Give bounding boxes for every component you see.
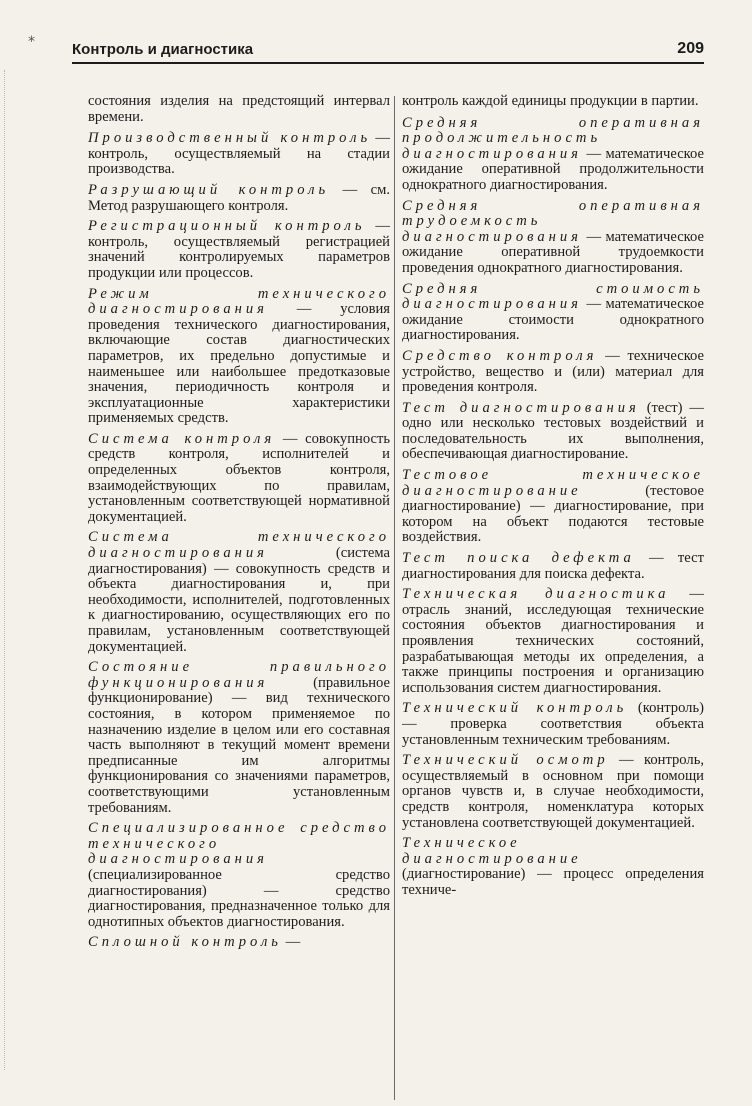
glossary-definition: (контроль) — проверка соответствия объекта установленным техническим требованиям. [402, 700, 704, 748]
glossary-term: Тест поиска дефекта [402, 550, 635, 567]
glossary-definition: — математическое ожидание стоимости однократного диагностирования. [402, 296, 704, 344]
glossary-entry [88, 935, 390, 951]
glossary-entry [88, 183, 390, 214]
glossary-definition: (тестовое диагностирование) — диагностирование, при котором на объект подаются тестовые воздействия. [402, 482, 704, 546]
margin-dotted-line [4, 70, 45, 1070]
glossary-definition: — математическое ожидание оперативной продолжительности однократного диагностирования. [402, 145, 704, 193]
glossary-definition: — см. Метод разрушающего контроля. [88, 181, 390, 214]
margin-asterisk: * [28, 34, 35, 50]
page-number: 209 [677, 40, 704, 57]
glossary-term: Средство контроля [402, 347, 598, 364]
glossary-entry [402, 551, 704, 582]
glossary-term: Разрушающий контроль [88, 181, 330, 198]
glossary-entry [402, 753, 704, 831]
glossary-definition: — контроль, осуществляемый в основном при помощи органов чувств и, в случае необходимости, средств контроля, номенклатура которых установлена соответствующей документацией. [402, 752, 704, 831]
glossary-term: Техническое диагностирование [402, 835, 582, 867]
glossary-definition: (система диагностирования) — совокупность средств и объекта диагностирования и, при необходимости, исполнителей, подготовленных к диагностированию, осуществляющих его по правилам, установленным соответствующей документацией. [88, 545, 390, 655]
glossary-term: Режим технического диагностирования [88, 285, 390, 318]
glossary-definition: — тест диагностирования для поиска дефекта. [402, 550, 704, 582]
glossary-term: Производственный контроль [88, 130, 372, 147]
glossary-term: Специализированное средство технического диагностирования [88, 820, 390, 868]
glossary-entry [88, 131, 390, 178]
glossary-term: Состояние правильного функционирования [88, 659, 390, 691]
glossary-term: Средняя оперативная трудоемкость диагностирования [402, 197, 704, 245]
glossary-definition: контроль каждой единицы продукции в партии. [402, 93, 699, 109]
glossary-definition: (правильное функционирование) — вид технического состояния, в котором применяемое по назначению изделие в целом или его составная часть выполняют в текущий момент времени предписанные им алгоритмы функционирования со значениями параметров, соответствующими установленным требованиям. [88, 674, 390, 816]
glossary-entry [402, 701, 704, 748]
column-divider [394, 96, 395, 1100]
glossary-entry [88, 94, 390, 125]
glossary-entry [402, 116, 704, 194]
glossary-term: Средняя стоимость диагностирования [402, 280, 704, 313]
glossary-entry [402, 401, 704, 463]
glossary-entry [88, 432, 390, 526]
glossary-entry [88, 219, 390, 281]
glossary-entry [402, 468, 704, 546]
right-column [402, 94, 704, 904]
glossary-entry [88, 660, 390, 816]
glossary-definition: — [281, 934, 301, 951]
glossary-definition: — техническое устройство, вещество и (или) материал для проведения контроля. [402, 347, 705, 396]
glossary-definition: состояния изделия на предстоящий интервал времени. [88, 93, 390, 125]
glossary-term: Техническая диагностика [402, 586, 670, 603]
glossary-entry [402, 94, 704, 110]
glossary-term: Тестовое техническое диагностирование [402, 467, 704, 499]
glossary-definition: — математическое ожидание оперативной трудоемкости проведения однократного диагностирования. [402, 228, 704, 276]
glossary-term: Система контроля [88, 430, 276, 447]
running-title: Контроль и диагностика [72, 41, 254, 58]
glossary-definition: — совокупность средств контроля, исполнителей и определенных объектов контроля, взаимодействующих по правилам, установленным соответствующей нормативной документацией. [88, 430, 390, 525]
glossary-definition: — условия проведения технического диагностирования, включающие состав диагностических параметров, их предельно допустимые и наименьшее или наибольшее предотказовые значения, периодичность контроля и эксплуатационные характеристики применяемых средств. [88, 301, 390, 427]
glossary-term: Тест диагностирования [402, 399, 640, 416]
glossary-term: Технический осмотр [402, 752, 609, 769]
glossary-entry [402, 282, 704, 344]
glossary-entry [88, 821, 390, 930]
glossary-definition: (тест) — одно или несколько тестовых воздействий и последовательность их выполнения, обеспечивающая диагностирование. [402, 399, 704, 463]
glossary-definition: — контроль, осуществляемый регистрацией значений контролируемых параметров продукции или процессов. [88, 218, 390, 281]
glossary-entry [88, 530, 390, 655]
page-header [72, 26, 704, 64]
glossary-definition: — контроль, осуществляемый на стадии производства. [88, 130, 390, 178]
glossary-term: Средняя оперативная продолжительность диагностирования [402, 114, 704, 162]
glossary-term: Регистрационный контроль [88, 218, 366, 235]
glossary-entry [402, 199, 704, 277]
glossary-term: Система технического диагностирования [88, 529, 390, 562]
left-column [88, 94, 390, 956]
glossary-entry [88, 287, 390, 427]
glossary-term: Технический контроль [402, 700, 628, 717]
glossary-entry [402, 587, 704, 696]
glossary-definition: (диагностирование) — процесс определения техниче- [402, 866, 704, 898]
glossary-definition: — отрасль знаний, исследующая технические состояния объектов диагностирования и проявления технических состояний, разрабатывающая методы их определения, а также принципы построения и организацию использования систем диагностирования. [402, 586, 704, 696]
glossary-entry [402, 836, 704, 898]
glossary-definition: (специализированное средство диагностирования) — средство диагностирования, предназначенное только для однотипных объектов диагностирования. [88, 866, 390, 930]
glossary-entry [402, 349, 704, 396]
glossary-term: Сплошной контроль [88, 934, 282, 951]
